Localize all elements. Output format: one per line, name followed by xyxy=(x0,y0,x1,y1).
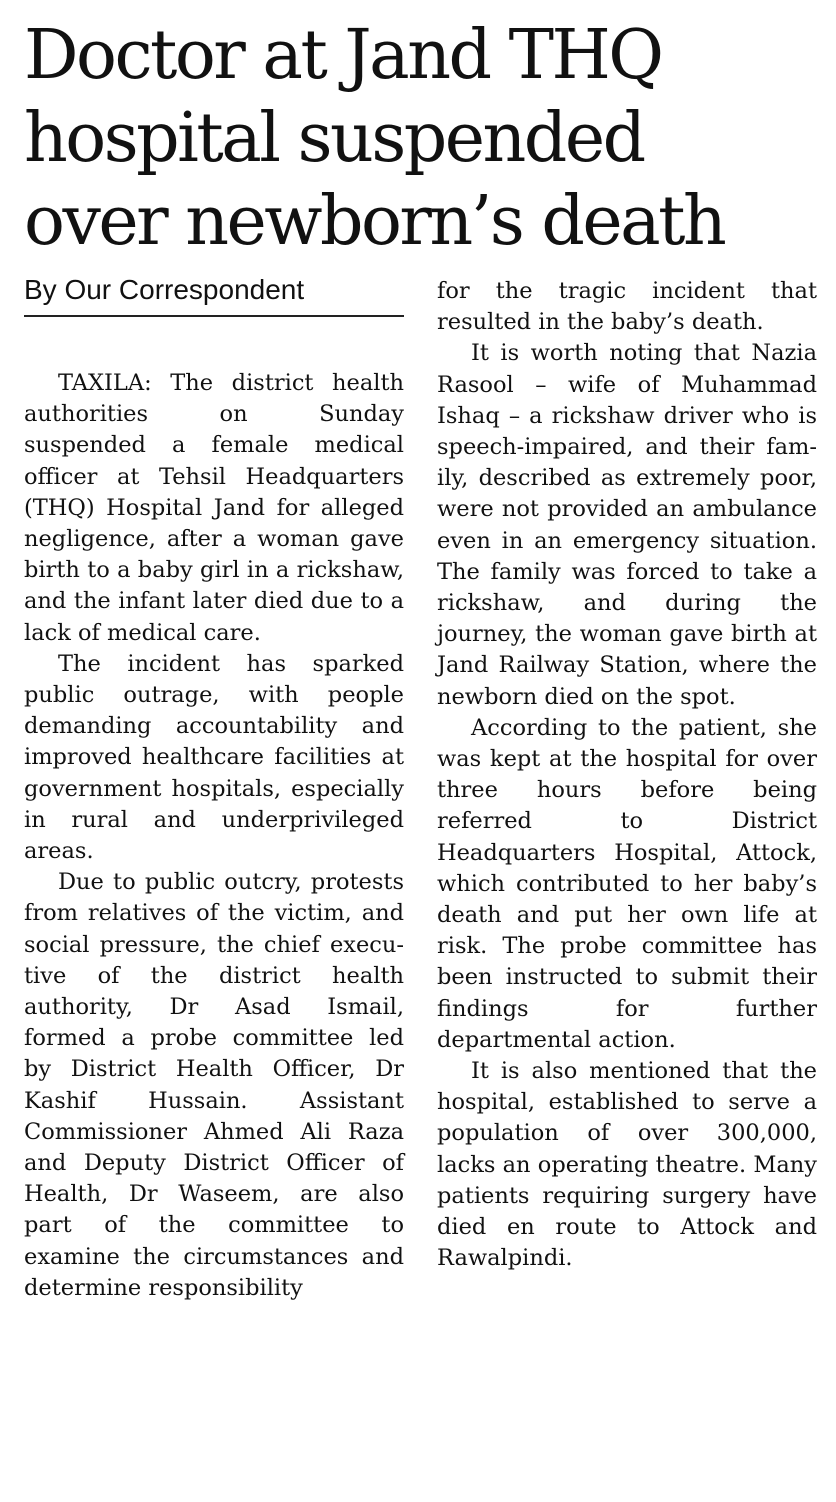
article-column-right xyxy=(437,276,817,1275)
headline xyxy=(24,14,824,263)
paragraph: According to the patient, she was kept at the hospital for over three hours before being referred to District Headquarters Hospital, Attock, which contributed to her baby’s death and put her own life at risk. The probe committee has been instructed to submit their findings for further departmental action. xyxy=(437,714,817,1053)
paragraph: TAXILA: The district health authorities on Sunday suspended a female medical officer at Tehsil Headquarters (THQ) Hospital Jand for alleged negligence, after a woman gave birth to a baby girl in a rickshaw, and the infant later died due to a lack of medical care. xyxy=(24,370,404,646)
paragraph: It is worth noting that Nazia Rasool – wife of Muhammad Ishaq – a rickshaw driver who is speech-impaired, and their family, described as extremely poor, were not provided an ambulance even in an emergency situation. The family was forced to take a rickshaw, and during the journey, the woman gave birth at Jand Railway Station, where the newborn died on the spot. xyxy=(437,340,817,710)
headline-line: Doctor at Jand THQ xyxy=(24,16,662,95)
article-column-left xyxy=(24,368,404,1304)
paragraph: It is also mentioned that the hospital, established to serve a population of over 300,000, lacks an operating theatre. Many patients requiring surgery have died en route to Attock and Rawalpindi. xyxy=(437,1058,817,1272)
headline-line: hospital suspended xyxy=(24,99,644,178)
headline-line: over newborn’s death xyxy=(24,182,725,261)
paragraph-continued: for the tragic incident that resulted in the baby’s death. xyxy=(437,278,817,336)
paragraph: Due to public outcry, protests from relatives of the victim, and social pressure, the chief executive of the district health authority, Dr Asad Ismail, formed a probe committee led by District Health Officer, Dr Kashif Hussain. Assistant Commissioner Ahmed Ali Raza and Deputy District Officer of Health, Dr Waseem, are also part of the committee to examine the circumstances and determine responsibility xyxy=(24,869,404,1301)
paragraph: The incident has sparked public outrage, with people demanding accountability and improved healthcare facilities at government hospitals, especially in rural and underprivileged areas. xyxy=(24,650,404,865)
byline: By Our Correspondent xyxy=(24,273,404,317)
